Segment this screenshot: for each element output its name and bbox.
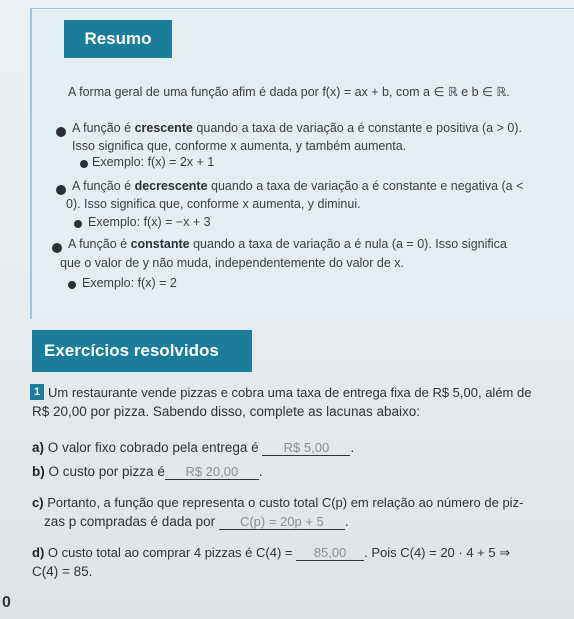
question-c-line1 [32,495,523,510]
bullet-icon [56,185,66,195]
answer-blank-a[interactable]: R$ 5,00 [262,440,350,456]
summary-item-decrescente [72,179,523,193]
question-end: . [258,464,263,479]
question-letter: c) [32,495,44,510]
summary-item-crescente-line2: Isso significa que, conforme x aumenta, y também aumenta. [72,139,407,153]
item-text: quando a taxa de variação a é constante e positiva (a > 0). [192,121,522,135]
exercise-statement-line1: Um restaurante vende pizzas e cobra uma taxa de entrega fixa de R$ 5,00, além de [48,385,532,400]
answer-blank-d[interactable]: 85,00 [296,545,364,561]
summary-title: Resumo [64,20,172,58]
item-text: quando a taxa de variação a é nula (a = 0). Isso significa [189,237,507,251]
answer-blank-b[interactable]: R$ 20,00 [165,464,259,480]
question-text: zas p compradas é dada por [44,514,216,529]
answer-blank-c[interactable]: C(p) = 20p + 5 [219,514,345,530]
summary-intro: A forma geral de uma função afim é dada por f(x) = ax + b, com a ∈ ℝ e b ∈ ℝ. [68,85,510,99]
exercise-statement-line2: R$ 20,00 por pizza. Sabendo disso, complete as lacunas abaixo: [32,404,420,419]
question-c-line2 [44,514,349,530]
bullet-icon [52,243,62,253]
question-end: . [350,440,355,455]
bullet-icon [68,281,76,289]
bullet-icon [80,160,88,168]
summary-item-decrescente-line2: 0). Isso significa que, conforme x aumenta, y diminui. [66,197,361,211]
summary-example-constante: Exemplo: f(x) = 2 [82,276,177,290]
page-number: 0 [2,594,11,611]
summary-item-constante [68,237,507,251]
question-text: O valor fixo cobrado pela entrega é [47,440,259,455]
question-d-line2: C(4) = 85. [32,564,93,579]
item-keyword: decrescente [134,179,208,193]
summary-example-decrescente: Exemplo: f(x) = −x + 3 [88,215,211,229]
question-a [32,440,354,456]
bullet-icon [56,127,66,137]
question-text: Portanto, a função que representa o custo total C(p) em relação ao número de piz- [47,495,524,510]
item-keyword: constante [130,237,190,251]
question-text: O custo por pizza é [48,464,165,479]
question-d-line1 [32,545,510,561]
question-letter: d) [32,545,45,560]
item-text: A função é [72,179,135,193]
item-keyword: crescente [134,121,193,135]
question-end: . Pois C(4) = 20 · 4 + 5 ⇒ [364,545,511,560]
bullet-icon [74,220,82,228]
item-text: A função é [72,121,135,135]
item-text: A função é [68,237,131,251]
summary-example-crescente: Exemplo: f(x) = 2x + 1 [92,155,215,169]
question-text: O custo total ao comprar 4 pizzas é C(4) = [47,545,293,560]
summary-item-constante-line2: que o valor de y não muda, independentemente do valor de x. [60,256,404,270]
exercises-title: Exercícios resolvidos [32,330,252,372]
exercise-number: 1 [30,384,44,400]
question-b [32,464,263,480]
summary-item-crescente [72,121,522,135]
item-text: quando a taxa de variação a é constante e negativa (a < [207,179,524,193]
question-end: . [344,514,349,529]
question-letter: a) [32,440,45,455]
question-letter: b) [32,464,45,479]
